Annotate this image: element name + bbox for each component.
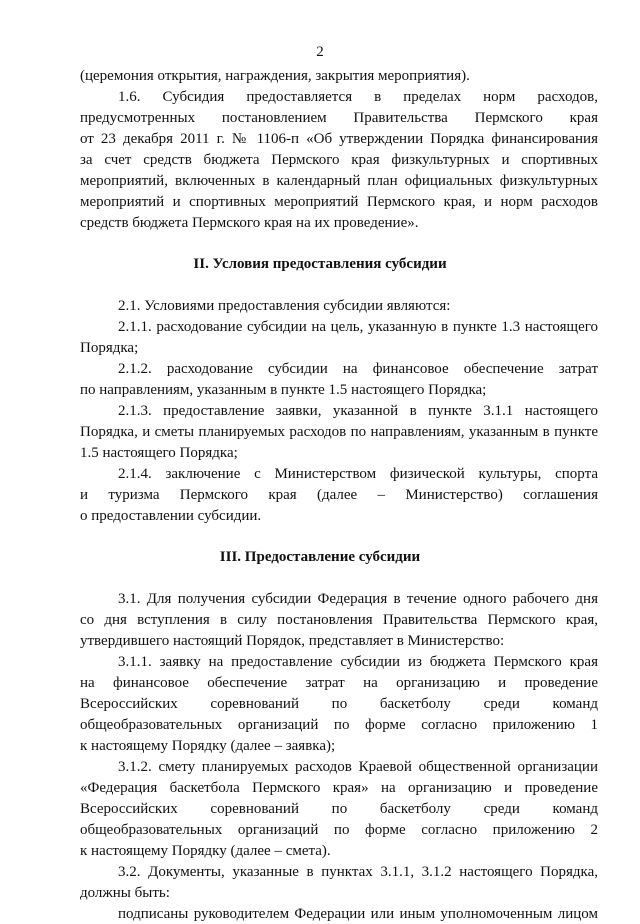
text-line: предусмотренных постановлением Правительства Пермского края <box>80 110 598 126</box>
text-line: на финансовое обеспечение затрат на организацию и проведение <box>80 675 598 691</box>
text-line: 3.1.1. заявку на предоставление субсидии из бюджета Пермского края <box>118 654 598 670</box>
text-line: Порядка, и сметы планируемых расходов по направлениям, указанным в пункте <box>80 424 598 440</box>
text-line: Порядка; <box>80 340 139 356</box>
text-line: общеобразовательных организаций по форме согласно приложению 2 <box>80 822 598 838</box>
text-line: (церемония открытия, награждения, закрытия мероприятия). <box>80 68 470 84</box>
text-line: должны быть: <box>80 885 170 901</box>
text-line: 2.1.4. заключение с Министерством физической культуры, спорта <box>118 466 598 482</box>
text-line: мероприятий, включенных в календарный план официальных физкультурных <box>80 173 598 189</box>
text-line: о предоставлении субсидии. <box>80 508 262 524</box>
text-line: «Федерация баскетбола Пермского края» на организацию и проведение <box>80 780 598 796</box>
text-line: 3.1. Для получения субсидии Федерация в течение одного рабочего дня <box>118 591 598 607</box>
text-line: 2.1. Условиями предоставления субсидии являются: <box>118 298 451 314</box>
text-line: подписаны руководителем Федерации или иным уполномоченным лицом <box>118 906 598 922</box>
text-line: Всероссийских соревнований по баскетболу среди команд <box>80 696 598 712</box>
text-line: 2.1.2. расходование субсидии на финансовое обеспечение затрат <box>118 361 598 377</box>
text-line: 3.1.2. смету планируемых расходов Краевой общественной организации <box>118 759 598 775</box>
text-line: к настоящему Порядку (далее – заявка); <box>80 738 336 754</box>
text-line: 1.6. Субсидия предоставляется в пределах норм расходов, <box>118 89 598 105</box>
text-line: по направлениям, указанным в пункте 1.5 настоящего Порядка; <box>80 382 487 398</box>
text-line: 3.2. Документы, указанные в пунктах 3.1.1, 3.1.2 настоящего Порядка, <box>118 864 598 880</box>
section-heading: II. Условия предоставления субсидии <box>193 256 447 272</box>
text-line: 2.1.3. предоставление заявки, указанной в пункте 3.1.1 настоящего <box>118 403 598 419</box>
text-line: и туризма Пермского края (далее – Министерство) соглашения <box>80 487 598 503</box>
page-number: 2 <box>316 44 324 60</box>
text-line: за счет средств бюджета Пермского края физкультурных и спортивных <box>80 152 598 168</box>
text-line: средств бюджета Пермского края на их проведение». <box>80 215 419 231</box>
text-line: со дня вступления в силу постановления Правительства Пермского края, <box>80 612 598 628</box>
text-line: от 23 декабря 2011 г. № 1106-п «Об утверждении Порядка финансирования <box>80 131 598 147</box>
text-line: мероприятий и спортивных мероприятий Пермского края, и норм расходов <box>80 194 598 210</box>
text-line: утвердившего настоящий Порядок, представляет в Министерство: <box>80 633 505 649</box>
text-line: 2.1.1. расходование субсидии на цель, указанную в пункте 1.3 настоящего <box>118 319 598 335</box>
text-line: общеобразовательных организаций по форме согласно приложению 1 <box>80 717 598 733</box>
section-heading: III. Предоставление субсидии <box>219 549 421 565</box>
text-line: 1.5 настоящего Порядка; <box>80 445 238 461</box>
text-line: Всероссийских соревнований по баскетболу среди команд <box>80 801 598 817</box>
text-line: к настоящему Порядку (далее – смета). <box>80 843 331 859</box>
